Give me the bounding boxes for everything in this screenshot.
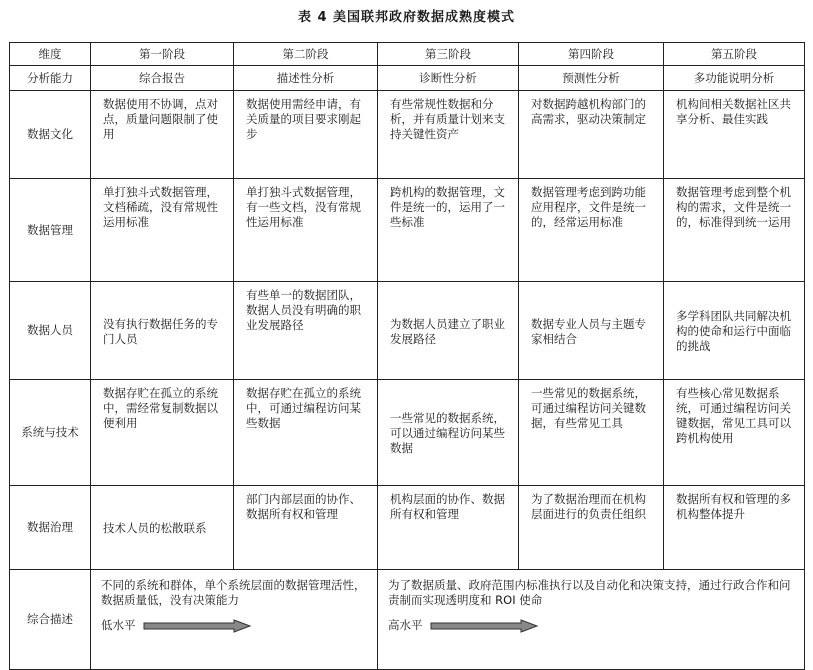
table-cell	[378, 282, 519, 380]
cell-text: 有些常规性数据和分析，并有质量计划来支持关键性资产	[390, 97, 505, 141]
cell-text: 技术人员的松散联系	[103, 521, 207, 535]
header-stage-4: 第四阶段	[519, 43, 664, 66]
table-row	[10, 282, 805, 380]
cell-text: 没有执行数据任务的专门人员	[103, 316, 218, 346]
right-arrow-icon	[429, 619, 539, 633]
table-cell	[91, 486, 234, 570]
summary-low-text: 不同的系统和群体，单个系统层面的数据管理活性，数据质量低，没有决策能力	[101, 578, 366, 607]
table-row	[10, 486, 805, 570]
high-level-indicator	[388, 618, 796, 633]
table-cell	[519, 282, 664, 380]
table-cell	[519, 179, 664, 282]
cell-text: 数据所有权和管理的多机构整体提升	[676, 492, 791, 521]
right-arrow-icon	[142, 619, 252, 633]
header-stage-1: 第一阶段	[91, 43, 234, 66]
summary-low-cell	[91, 570, 378, 670]
table-cell	[234, 486, 378, 570]
row-label-systems-tech: 系统与技术	[10, 380, 91, 486]
capability-stage-2: 描述性分析	[234, 66, 378, 91]
header-stage-2: 第二阶段	[234, 43, 378, 66]
capability-stage-5: 多功能说明分析	[664, 66, 805, 91]
table-cell	[234, 91, 378, 179]
header-row	[10, 43, 805, 66]
table-cell	[234, 380, 378, 486]
cell-text: 为了数据治理而在机构层面进行的负责任组织	[531, 492, 646, 521]
table-cell	[664, 380, 805, 486]
cell-text: 部门内部层面的协作、数据所有权和管理	[246, 492, 361, 521]
table-row	[10, 380, 805, 486]
cell-text: 数据使用不协调，点对点，质量问题限制了使用	[103, 97, 218, 141]
high-level-label: 高水平	[388, 618, 423, 632]
row-label-data-management: 数据管理	[10, 179, 91, 282]
cell-text: 数据专业人员与主题专家相结合	[531, 316, 646, 346]
capability-row	[10, 66, 805, 91]
table-cell	[91, 380, 234, 486]
row-label-data-people: 数据人员	[10, 282, 91, 380]
low-level-indicator	[101, 618, 369, 633]
cell-text: 单打独斗式数据管理，有一些文档，没有常规性运用标准	[246, 185, 361, 229]
cell-text: 数据存贮在孤立的系统中，可通过编程访问某些数据	[246, 386, 361, 430]
cell-text: 一些常见的数据系统，可通过编程访问关键数据，有些常见工具	[531, 386, 646, 430]
cell-text: 机构间相关数据社区共享分析、最佳实践	[676, 97, 791, 126]
row-label-summary: 综合描述	[10, 570, 91, 670]
table-cell	[664, 282, 805, 380]
table-cell	[664, 91, 805, 179]
cell-text: 一些常见的数据系统，可以通过编程访问某些数据	[390, 411, 505, 455]
cell-text: 为数据人员建立了职业发展路径	[390, 316, 505, 346]
cell-text: 对数据跨越机构部门的高需求，驱动决策制定	[531, 97, 646, 126]
table-cell	[234, 282, 378, 380]
table-row	[10, 91, 805, 179]
capability-stage-1: 综合报告	[91, 66, 234, 91]
table-cell	[234, 179, 378, 282]
maturity-table	[9, 42, 805, 670]
capability-stage-3: 诊断性分析	[378, 66, 519, 91]
capability-label: 分析能力	[10, 66, 91, 91]
cell-text: 数据管理考虑到整个机构的需求，文件是统一的，标准得到统一运用	[676, 185, 791, 229]
cell-text: 有些核心常见数据系统，可通过编程访问关键数据，常见工具可以跨机构使用	[676, 386, 791, 445]
header-stage-3: 第三阶段	[378, 43, 519, 66]
row-label-data-governance: 数据治理	[10, 486, 91, 570]
cell-text: 数据存贮在孤立的系统中，需经常复制数据以便利用	[103, 386, 218, 430]
table-cell	[378, 179, 519, 282]
capability-stage-4: 预测性分析	[519, 66, 664, 91]
table-cell	[519, 380, 664, 486]
cell-text: 有些单一的数据团队，数据人员没有明确的职业发展路径	[246, 288, 361, 332]
table-cell	[664, 179, 805, 282]
cell-text: 跨机构的数据管理，文件是统一的，运用了一些标准	[390, 185, 505, 229]
header-stage-5: 第五阶段	[664, 43, 805, 66]
summary-high-text: 为了数据质量、政府范围内标准执行以及自动化和决策支持，通过行政合作和问责制而实现透明度和 ROI 使命	[388, 578, 791, 607]
table-cell	[91, 91, 234, 179]
cell-text: 机构层面的协作、数据所有权和管理	[390, 492, 505, 521]
summary-high-cell	[378, 570, 805, 670]
table-cell	[91, 282, 234, 380]
row-label-data-culture: 数据文化	[10, 91, 91, 179]
header-dimension: 维度	[10, 43, 91, 66]
table-cell	[378, 91, 519, 179]
cell-text: 单打独斗式数据管理，文档稀疏，没有常规性运用标准	[103, 185, 218, 229]
cell-text: 数据使用需经申请，有关质量的项目要求刚起步	[246, 97, 361, 141]
table-caption: 表 4 美国联邦政府数据成熟度模式	[297, 10, 516, 25]
table-row	[10, 179, 805, 282]
table-cell	[378, 380, 519, 486]
table-cell	[91, 179, 234, 282]
cell-text: 多学科团队共同解决机构的使命和运行中面临的挑战	[676, 309, 791, 353]
low-level-label: 低水平	[101, 618, 136, 632]
table-cell	[519, 91, 664, 179]
table-cell	[378, 486, 519, 570]
table-cell	[664, 486, 805, 570]
table-cell	[519, 486, 664, 570]
summary-row	[10, 570, 805, 670]
cell-text: 数据管理考虑到跨功能应用程序，文件是统一的，经常运用标准	[531, 185, 646, 229]
